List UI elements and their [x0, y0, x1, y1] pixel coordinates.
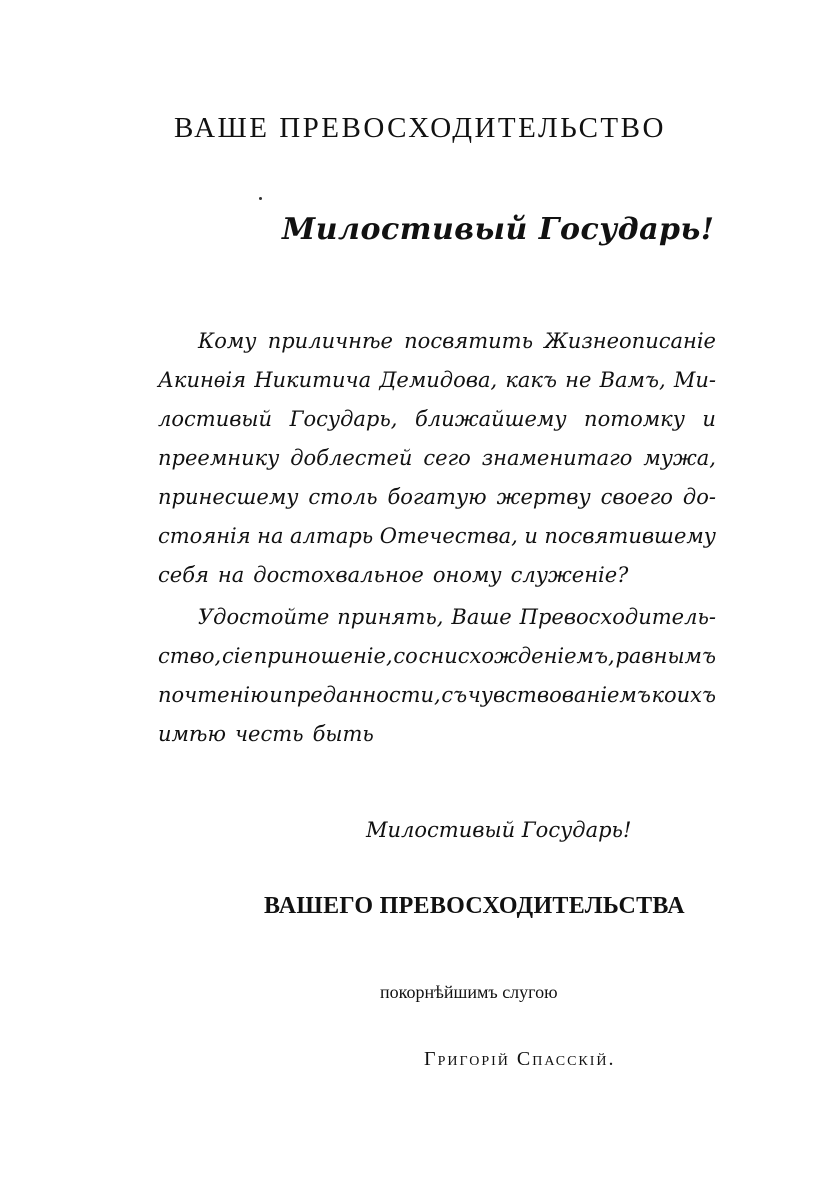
text-line: преемнику доблестей сего знаменитаго мужа, [158, 446, 716, 470]
text-line: Удостойте принять, Ваше Превосходитель- [198, 605, 716, 629]
text-line: Кому приличнѣе посвятить Жизнеописаніе [198, 329, 716, 353]
text-line: стоянія на алтарь Отечества, и посвятившему [158, 524, 716, 548]
text-line: Акинѳія Никитича Демидова, какъ не Вамъ, Ми- [158, 368, 716, 392]
text-line: почтенію и преданности, съ чувствованіемъ коихъ [158, 683, 716, 707]
signature: Григорій Спасскій. [424, 1048, 616, 1070]
servant-line: покорнѣйшимъ слугою [380, 982, 558, 1002]
dedication-paragraph-2 [158, 598, 716, 754]
dedication-paragraph-1 [158, 322, 716, 595]
text-line: лостивый Государь, ближайшему потомку и [158, 407, 716, 431]
closing-title: ВАШЕГО ПРЕВОСХОДИТЕЛЬСТВА [264, 893, 685, 919]
page-heading: ВАШЕ ПРЕВОСХОДИТЕЛЬСТВО [174, 112, 666, 144]
text-line: себя на достохвальное оному служеніе? [158, 563, 629, 587]
text-line: принесшему столь богатую жертву своего до- [158, 485, 716, 509]
salutation: Милостивый Государь! [282, 212, 715, 247]
closing-salutation: Милостивый Государь! [366, 818, 632, 842]
ink-speck [259, 197, 262, 200]
text-line: ство, сіе приношеніе, со снисхожденіемъ, равнымъ [158, 644, 716, 668]
text-line: имѣю честь быть [158, 722, 374, 746]
